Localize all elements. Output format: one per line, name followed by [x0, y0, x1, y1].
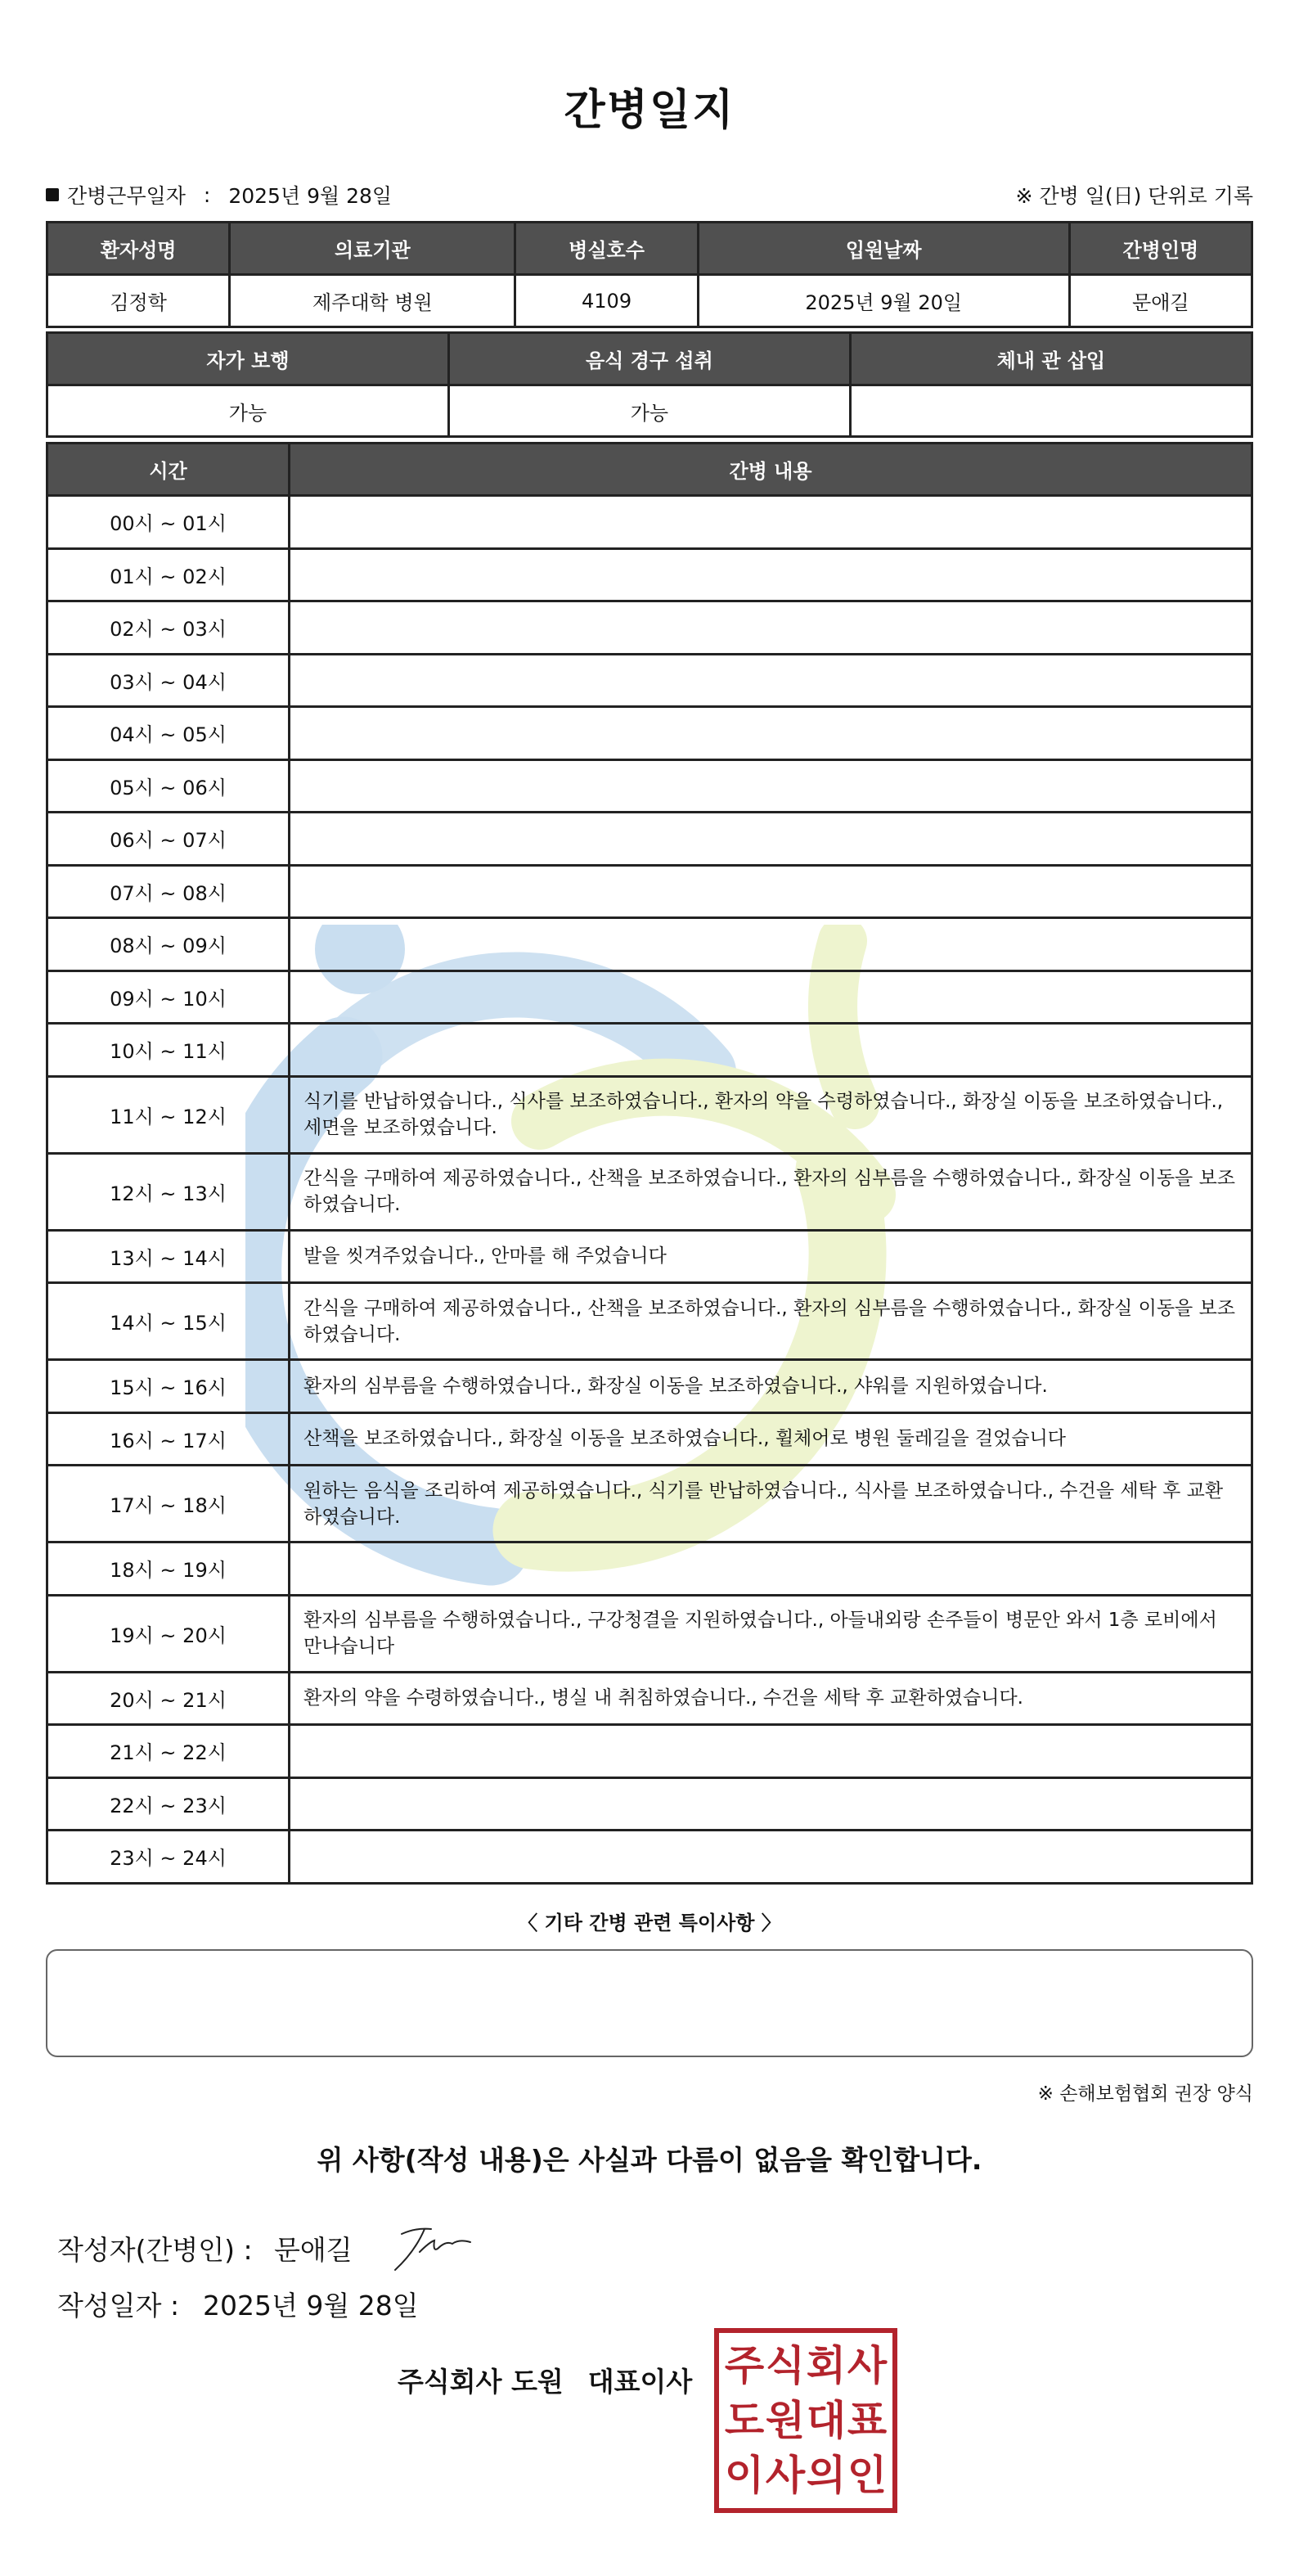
- seal-char: 표: [847, 2396, 888, 2444]
- seal-char: 사: [847, 2341, 888, 2389]
- log-time: 02시 ~ 03시: [47, 601, 290, 655]
- patient-status-table: [46, 331, 1253, 438]
- log-time: 17시 ~ 18시: [47, 1466, 290, 1542]
- log-row: [47, 759, 1252, 813]
- association-note: ※ 손해보험협회 권장 양식: [1037, 2083, 1253, 2105]
- log-content: [290, 813, 1252, 866]
- log-time: 11시 ~ 12시: [47, 1076, 290, 1153]
- seal-char: 의: [806, 2452, 847, 2500]
- header-admission-date: 입원날짜: [698, 223, 1069, 275]
- log-time: 14시 ~ 15시: [47, 1283, 290, 1360]
- seal-char: 식: [765, 2341, 806, 2389]
- header-patient-name: 환자성명: [47, 223, 230, 275]
- writer-row: [57, 2219, 490, 2277]
- seal-char: 주: [724, 2341, 765, 2389]
- log-row: [47, 1777, 1252, 1831]
- header-time: 시간: [47, 444, 290, 496]
- log-time: 12시 ~ 13시: [47, 1153, 290, 1230]
- writer-label: 작성자(간병인) :: [57, 2233, 253, 2266]
- header-room-number: 병실호수: [515, 223, 698, 275]
- log-row: [47, 1542, 1252, 1596]
- log-content: 환자의 심부름을 수행하였습니다., 구강청결을 지원하였습니다., 아들내외랑 손주들이 병문안 와서 1층 로비에서 만나습니다: [290, 1595, 1252, 1672]
- log-row: [47, 654, 1252, 707]
- written-date-label: 작성일자 :: [57, 2290, 180, 2322]
- log-content: [290, 654, 1252, 707]
- header-caregiver-name: 간병인명: [1069, 223, 1252, 275]
- log-row: [47, 1831, 1252, 1884]
- company-title: 대표이사: [587, 2366, 693, 2398]
- seal-char: 회: [806, 2341, 847, 2389]
- oral-intake: 가능: [448, 385, 850, 437]
- log-content: [290, 865, 1252, 918]
- work-date-colon: :: [203, 182, 211, 207]
- log-content: 식기를 반납하였습니다., 식사를 보조하였습니다., 환자의 약을 수령하였습니다., 화장실 이동을 보조하였습니다., 세면을 보조하였습니다.: [290, 1076, 1252, 1153]
- header-care-content: 간병 내용: [290, 444, 1252, 496]
- log-row: [47, 707, 1252, 760]
- log-content: [290, 548, 1252, 601]
- log-row: [47, 971, 1252, 1024]
- log-content: [290, 496, 1252, 549]
- patient-info-table: [46, 221, 1253, 328]
- log-row: [47, 1360, 1252, 1413]
- log-row: [47, 1076, 1252, 1153]
- log-time: 23시 ~ 24시: [47, 1831, 290, 1884]
- log-content: [290, 918, 1252, 971]
- log-row: [47, 1283, 1252, 1360]
- log-time: 00시 ~ 01시: [47, 496, 290, 549]
- log-row: [47, 1230, 1252, 1283]
- signature-icon: [384, 2219, 490, 2277]
- log-time: 10시 ~ 11시: [47, 1024, 290, 1077]
- log-row: [47, 548, 1252, 601]
- log-content: 간식을 구매하여 제공하였습니다., 산책을 보조하였습니다., 환자의 심부름을 수행하였습니다., 화장실 이동을 보조하였습니다.: [290, 1283, 1252, 1360]
- caregiver-name: 문애길: [1069, 275, 1252, 327]
- log-time: 08시 ~ 09시: [47, 918, 290, 971]
- writer-name: 문애길: [274, 2233, 353, 2266]
- log-time: 19시 ~ 20시: [47, 1595, 290, 1672]
- special-notes-title: 〈 기타 간병 관련 특이사항 〉: [518, 1912, 781, 1934]
- header-hospital: 의료기관: [230, 223, 515, 275]
- written-date-value: 2025년 9월 28일: [203, 2290, 419, 2322]
- hospital: 제주대학 병원: [230, 275, 515, 327]
- log-content: [290, 971, 1252, 1024]
- seal-char: 원: [765, 2396, 806, 2444]
- header-self-walking: 자가 보행: [47, 333, 449, 385]
- log-content: 산책을 보조하였습니다., 화장실 이동을 보조하였습니다., 휠체어로 병원 둘레길을 걸었습니다: [290, 1412, 1252, 1466]
- log-row: [47, 865, 1252, 918]
- patient-name: 김정학: [47, 275, 230, 327]
- log-content: [290, 707, 1252, 760]
- log-content: [290, 1542, 1252, 1596]
- company-name: 주식회사 도원: [398, 2366, 564, 2398]
- log-time: 04시 ~ 05시: [47, 707, 290, 760]
- log-time: 07시 ~ 08시: [47, 865, 290, 918]
- seal-char: 이: [724, 2452, 765, 2500]
- log-row: [47, 918, 1252, 971]
- work-date-row: [46, 180, 1253, 209]
- log-content: 환자의 약을 수령하였습니다., 병실 내 취침하였습니다., 수건을 세탁 후 교환하였습니다.: [290, 1672, 1252, 1725]
- log-time: 20시 ~ 21시: [47, 1672, 290, 1725]
- special-notes-box: [46, 1949, 1253, 2057]
- log-time: 03시 ~ 04시: [47, 654, 290, 707]
- log-row: [47, 1466, 1252, 1542]
- log-content: [290, 1725, 1252, 1778]
- log-row: [47, 1725, 1252, 1778]
- seal-char: 사: [765, 2452, 806, 2500]
- record-note: ※ 간병 일(日) 단위로 기록: [1015, 184, 1253, 208]
- tube-insertion: [850, 385, 1252, 437]
- header-oral-intake: 음식 경구 섭취: [448, 333, 850, 385]
- log-content: [290, 1777, 1252, 1831]
- header-tube-insertion: 체내 관 삽입: [850, 333, 1252, 385]
- log-content: 발을 씻겨주었습니다., 안마를 해 주었습니다: [290, 1230, 1252, 1283]
- work-date: [46, 180, 392, 209]
- log-content: [290, 759, 1252, 813]
- admission-date: 2025년 9월 20일: [698, 275, 1069, 327]
- room-number: 4109: [515, 275, 698, 327]
- bullet-square-icon: [46, 188, 59, 201]
- company-signature: [398, 2361, 692, 2399]
- log-time: 05시 ~ 06시: [47, 759, 290, 813]
- log-content: 환자의 심부름을 수행하였습니다., 화장실 이동을 보조하였습니다., 샤워를 지원하였습니다.: [290, 1360, 1252, 1413]
- self-walking: 가능: [47, 385, 449, 437]
- work-date-label: 간병근무일자: [67, 184, 186, 208]
- log-content: 원하는 음식을 조리하여 제공하였습니다., 식기를 반납하였습니다., 식사를 보조하였습니다., 수건을 세탁 후 교환하였습니다.: [290, 1466, 1252, 1542]
- log-time: 06시 ~ 07시: [47, 813, 290, 866]
- page-title: 간병일지: [564, 86, 735, 135]
- seal-char: 도: [724, 2396, 765, 2444]
- log-content: [290, 601, 1252, 655]
- log-row: [47, 496, 1252, 549]
- care-log-table: [46, 442, 1253, 1885]
- log-time: 09시 ~ 10시: [47, 971, 290, 1024]
- written-date-row: [57, 2285, 419, 2323]
- seal-char: 인: [847, 2452, 888, 2500]
- log-row: [47, 1024, 1252, 1077]
- log-row: [47, 1153, 1252, 1230]
- log-time: 16시 ~ 17시: [47, 1412, 290, 1466]
- log-content: [290, 1831, 1252, 1884]
- log-row: [47, 1672, 1252, 1725]
- log-time: 13시 ~ 14시: [47, 1230, 290, 1283]
- log-time: 22시 ~ 23시: [47, 1777, 290, 1831]
- log-time: 21시 ~ 22시: [47, 1725, 290, 1778]
- company-seal-icon: [714, 2328, 897, 2513]
- seal-char: 대: [806, 2396, 847, 2444]
- log-content: [290, 1024, 1252, 1077]
- log-row: [47, 1412, 1252, 1466]
- confirmation-statement: 위 사항(작성 내용)은 사실과 다름이 없음을 확인합니다.: [317, 2144, 982, 2176]
- log-time: 15시 ~ 16시: [47, 1360, 290, 1413]
- log-time: 01시 ~ 02시: [47, 548, 290, 601]
- log-row: [47, 601, 1252, 655]
- log-content: 간식을 구매하여 제공하였습니다., 산책을 보조하였습니다., 환자의 심부름을 수행하였습니다., 화장실 이동을 보조하였습니다.: [290, 1153, 1252, 1230]
- log-row: [47, 813, 1252, 866]
- log-time: 18시 ~ 19시: [47, 1542, 290, 1596]
- work-date-value: 2025년 9월 28일: [228, 184, 393, 208]
- log-row: [47, 1595, 1252, 1672]
